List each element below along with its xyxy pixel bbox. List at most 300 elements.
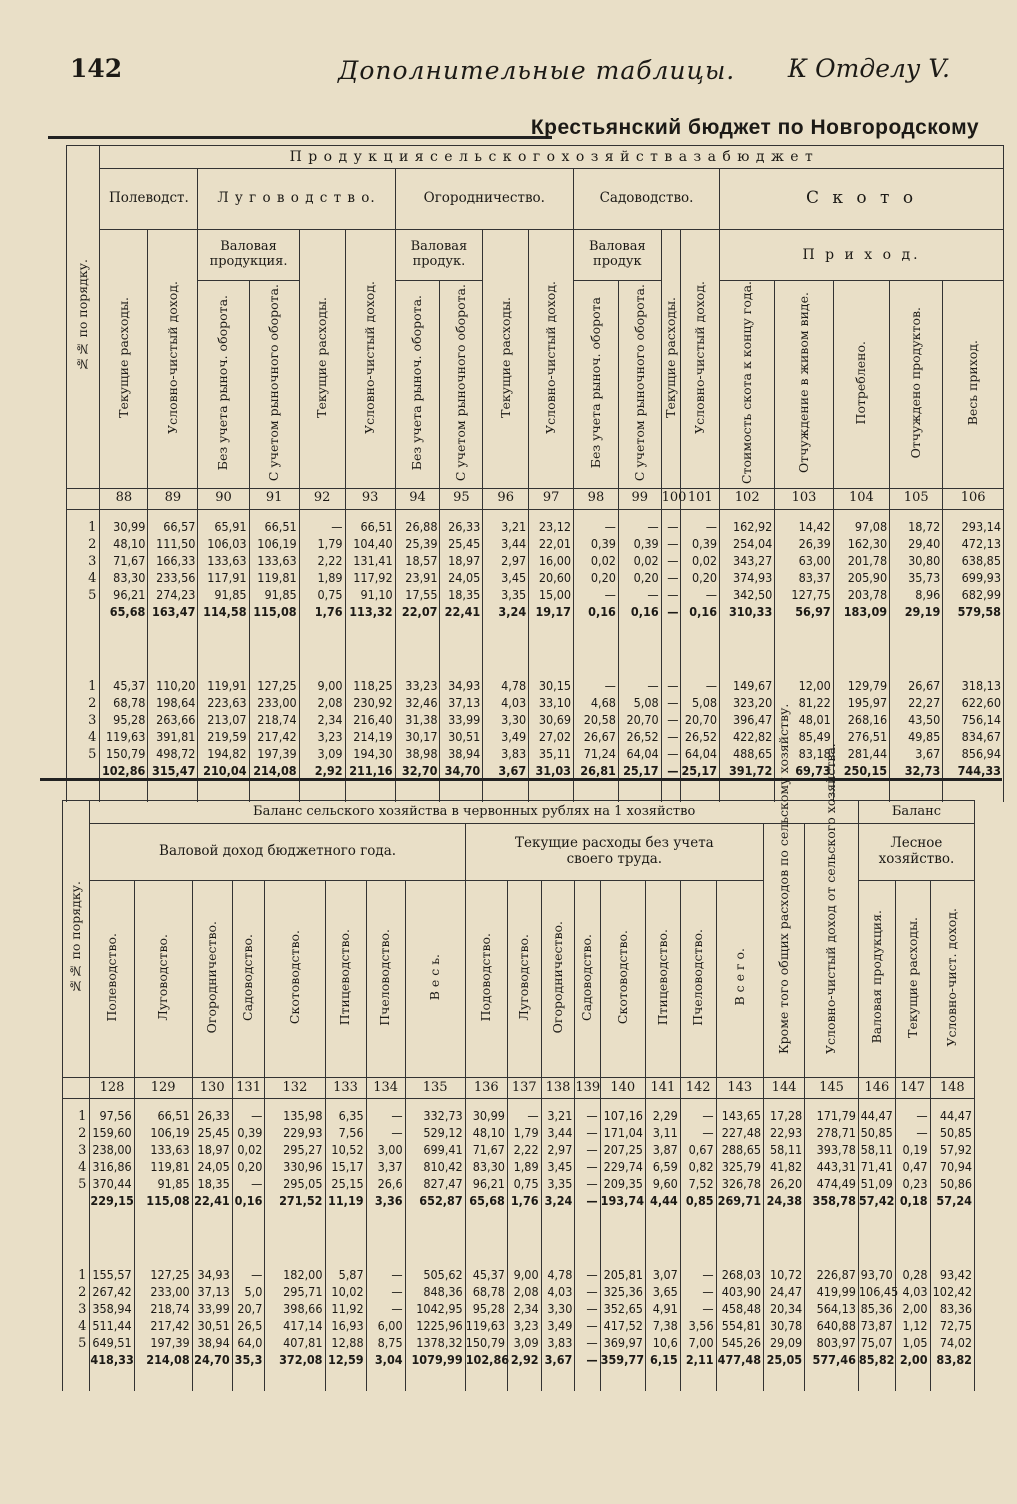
data-cell: 91,85 bbox=[249, 588, 299, 605]
data-cell: 166,33 bbox=[148, 554, 198, 571]
data-cell: 810,42 bbox=[405, 1160, 465, 1177]
data-cell: 649,51 bbox=[90, 1336, 134, 1353]
data-cell: 66,51 bbox=[249, 520, 299, 537]
row-number: 2 bbox=[67, 537, 100, 554]
data-cell: 29,09 bbox=[764, 1336, 805, 1353]
data-cell: — bbox=[574, 520, 619, 537]
table-row bbox=[63, 1268, 975, 1285]
data-cell: 209,35 bbox=[600, 1177, 645, 1194]
row-number-header: №№ по порядку. bbox=[68, 880, 84, 994]
column-number: 99 bbox=[618, 488, 661, 509]
data-cell: 3,23 bbox=[299, 730, 345, 747]
data-cell: 106,19 bbox=[134, 1126, 192, 1143]
data-cell: 0,19 bbox=[895, 1143, 930, 1160]
data-cell: 3,65 bbox=[645, 1285, 680, 1302]
row-number: 2 bbox=[67, 696, 100, 713]
data-cell: 66,57 bbox=[148, 520, 198, 537]
total-cell: 310,33 bbox=[720, 605, 775, 635]
column-number: 91 bbox=[249, 488, 299, 509]
row-number: 1 bbox=[63, 1109, 90, 1126]
data-cell: 48,10 bbox=[100, 537, 148, 554]
data-cell: 529,12 bbox=[405, 1126, 465, 1143]
spacer-cell bbox=[507, 1224, 541, 1268]
spacer-cell bbox=[405, 1224, 465, 1268]
data-cell: 1378,32 bbox=[405, 1336, 465, 1353]
data-cell: 111,50 bbox=[148, 537, 198, 554]
data-cell: — bbox=[232, 1177, 265, 1194]
data-cell: 171,79 bbox=[805, 1109, 859, 1126]
total-cell: 3,24 bbox=[541, 1194, 575, 1224]
data-cell: 325,79 bbox=[716, 1160, 763, 1177]
column-header bbox=[148, 230, 198, 489]
total-cell: 35,3 bbox=[232, 1353, 265, 1383]
data-cell: 0,67 bbox=[680, 1143, 716, 1160]
data-cell: 64,04 bbox=[681, 747, 720, 764]
data-cell: 11,92 bbox=[325, 1302, 366, 1319]
data-cell: 0,39 bbox=[232, 1126, 265, 1143]
data-cell: 3,44 bbox=[483, 537, 529, 554]
data-cell: 0,20 bbox=[232, 1160, 265, 1177]
data-cell: 1,79 bbox=[299, 537, 345, 554]
total-cell: 0,16 bbox=[574, 605, 619, 635]
column-header bbox=[100, 230, 148, 489]
data-cell: 49,85 bbox=[890, 730, 943, 747]
row-number-header-cell bbox=[63, 801, 90, 1078]
data-cell: 5,0 bbox=[232, 1285, 265, 1302]
column-number: 95 bbox=[440, 488, 483, 509]
data-cell: 133,63 bbox=[198, 554, 249, 571]
table-row bbox=[67, 554, 1004, 571]
page-header bbox=[70, 50, 950, 90]
table-row bbox=[63, 1160, 975, 1177]
column-header-label: Птицеводство. bbox=[337, 929, 353, 1026]
column-number: 137 bbox=[507, 1078, 541, 1099]
data-cell: 30,15 bbox=[529, 679, 574, 696]
column-header-label: Кроме того общих расходов по сельскому хозяйству. bbox=[775, 703, 791, 1054]
data-cell: 15,17 bbox=[325, 1160, 366, 1177]
data-cell: 162,30 bbox=[833, 537, 889, 554]
column-header-label: Скотоводство. bbox=[286, 930, 302, 1025]
column-header bbox=[440, 281, 483, 489]
gross-income-header: Валовой доход бюджетного года. bbox=[90, 824, 465, 881]
spacer-cell bbox=[63, 1099, 90, 1110]
data-cell: 213,07 bbox=[198, 713, 249, 730]
data-cell: 3,45 bbox=[483, 571, 529, 588]
data-cell: 85,49 bbox=[775, 730, 833, 747]
table-row bbox=[67, 713, 1004, 730]
data-cell: 554,81 bbox=[716, 1319, 763, 1336]
data-cell: — bbox=[681, 588, 720, 605]
data-cell: 22,93 bbox=[764, 1126, 805, 1143]
data-cell: 323,20 bbox=[720, 696, 775, 713]
data-cell: 72,75 bbox=[930, 1319, 974, 1336]
data-cell: 230,92 bbox=[345, 696, 395, 713]
column-header-label: Потреблено. bbox=[853, 340, 869, 425]
total-cell: 2,92 bbox=[507, 1353, 541, 1383]
data-cell: 3,67 bbox=[890, 747, 943, 764]
row-number: 5 bbox=[67, 588, 100, 605]
data-cell: 398,66 bbox=[265, 1302, 325, 1319]
data-cell: 33,99 bbox=[440, 713, 483, 730]
spacer-cell bbox=[720, 635, 775, 679]
column-header-label: Луговодство. bbox=[154, 933, 170, 1021]
spacer-cell bbox=[600, 1383, 645, 1391]
total-cell: 12,59 bbox=[325, 1353, 366, 1383]
total-cell: 211,16 bbox=[345, 764, 395, 794]
spacer-cell bbox=[541, 1224, 575, 1268]
data-cell: 0,20 bbox=[574, 571, 619, 588]
data-cell: 288,65 bbox=[716, 1143, 763, 1160]
data-cell: 95,28 bbox=[465, 1302, 507, 1319]
column-number: 106 bbox=[943, 488, 1004, 509]
data-cell: 50,85 bbox=[930, 1126, 974, 1143]
data-cell: 268,16 bbox=[833, 713, 889, 730]
data-cell: 803,97 bbox=[805, 1336, 859, 1353]
spacer-cell bbox=[232, 1383, 265, 1391]
data-cell: 83,36 bbox=[930, 1302, 974, 1319]
field-section-header: Полеводст. bbox=[100, 169, 198, 230]
column-header bbox=[249, 281, 299, 489]
column-number: 131 bbox=[232, 1078, 265, 1099]
data-cell: 756,14 bbox=[943, 713, 1004, 730]
data-cell: 3,44 bbox=[541, 1126, 575, 1143]
data-cell: 229,74 bbox=[600, 1160, 645, 1177]
total-cell: 3,67 bbox=[483, 764, 529, 794]
data-cell: 66,51 bbox=[134, 1109, 192, 1126]
production-group-title: П р о д у к ц и я с е л ь с к о г о х о з я й с т в а з а б ю д ж е т bbox=[100, 146, 1004, 169]
data-cell: 182,00 bbox=[265, 1268, 325, 1285]
row-number: 3 bbox=[67, 554, 100, 571]
data-cell: 1,12 bbox=[895, 1319, 930, 1336]
data-cell: 14,42 bbox=[775, 520, 833, 537]
data-cell: 34,93 bbox=[440, 679, 483, 696]
total-cell: 4,44 bbox=[645, 1194, 680, 1224]
column-number: 134 bbox=[366, 1078, 405, 1099]
table-row bbox=[67, 571, 1004, 588]
data-cell: 44,47 bbox=[858, 1109, 895, 1126]
spacer-cell bbox=[680, 1224, 716, 1268]
data-cell: 498,72 bbox=[148, 747, 198, 764]
spacer-cell bbox=[366, 1224, 405, 1268]
total-cell: 2,92 bbox=[299, 764, 345, 794]
data-cell: 12,00 bbox=[775, 679, 833, 696]
column-header bbox=[134, 881, 192, 1078]
data-cell: 2,97 bbox=[483, 554, 529, 571]
spacer-cell bbox=[681, 635, 720, 679]
column-header bbox=[600, 881, 645, 1078]
data-cell: 17,28 bbox=[764, 1109, 805, 1126]
data-cell: 3,45 bbox=[541, 1160, 575, 1177]
total-cell: 1,76 bbox=[507, 1194, 541, 1224]
total-cell: 31,03 bbox=[529, 764, 574, 794]
spacer-cell bbox=[249, 635, 299, 679]
spacer-cell bbox=[507, 1383, 541, 1391]
column-header-label: Отчуждение в живом виде. bbox=[795, 292, 811, 473]
data-cell: 219,59 bbox=[198, 730, 249, 747]
column-header bbox=[299, 230, 345, 489]
total-cell: 744,33 bbox=[943, 764, 1004, 794]
spacer-cell bbox=[325, 1224, 366, 1268]
data-cell: 133,63 bbox=[134, 1143, 192, 1160]
data-cell: 37,13 bbox=[192, 1285, 232, 1302]
spacer-cell bbox=[465, 1224, 507, 1268]
spacer-cell bbox=[618, 635, 661, 679]
data-cell: 238,00 bbox=[90, 1143, 134, 1160]
data-cell: 0,47 bbox=[895, 1160, 930, 1177]
data-cell: 0,20 bbox=[618, 571, 661, 588]
data-cell: 129,79 bbox=[833, 679, 889, 696]
column-header-label: Текущие расходы. bbox=[115, 296, 131, 418]
data-cell: 117,92 bbox=[345, 571, 395, 588]
data-cell: 9,00 bbox=[507, 1268, 541, 1285]
data-cell: 38,98 bbox=[395, 747, 440, 764]
column-header bbox=[775, 281, 833, 489]
data-cell: 2,00 bbox=[895, 1302, 930, 1319]
data-cell: — bbox=[680, 1285, 716, 1302]
data-cell: 118,25 bbox=[345, 679, 395, 696]
data-cell: 564,13 bbox=[805, 1302, 859, 1319]
data-cell: — bbox=[661, 696, 681, 713]
column-header-label: Текущие расходы. bbox=[904, 916, 920, 1038]
spacer-row bbox=[63, 1224, 975, 1268]
table-row bbox=[67, 588, 1004, 605]
data-cell: 0,39 bbox=[574, 537, 619, 554]
data-cell: 1,79 bbox=[507, 1126, 541, 1143]
data-cell: 217,42 bbox=[134, 1319, 192, 1336]
data-cell: 31,38 bbox=[395, 713, 440, 730]
data-cell: 63,00 bbox=[775, 554, 833, 571]
data-cell: 7,56 bbox=[325, 1126, 366, 1143]
column-number: 89 bbox=[148, 488, 198, 509]
data-cell: 396,47 bbox=[720, 713, 775, 730]
column-header-label: В е с ь. bbox=[426, 954, 442, 1001]
total-cell: 24,38 bbox=[764, 1194, 805, 1224]
data-cell: 370,44 bbox=[90, 1177, 134, 1194]
data-cell: 4,03 bbox=[483, 696, 529, 713]
total-cell: 57,42 bbox=[858, 1194, 895, 1224]
spacer-row bbox=[67, 635, 1004, 679]
spacer-cell bbox=[764, 1383, 805, 1391]
total-cell: 372,08 bbox=[265, 1353, 325, 1383]
data-cell: 26,52 bbox=[681, 730, 720, 747]
column-header-label: Отчуждено продуктов. bbox=[908, 306, 924, 459]
data-cell: — bbox=[661, 571, 681, 588]
data-cell: 3,00 bbox=[366, 1143, 405, 1160]
data-cell: 214,19 bbox=[345, 730, 395, 747]
total-cell: — bbox=[661, 605, 681, 635]
data-cell: 117,91 bbox=[198, 571, 249, 588]
data-cell: 203,78 bbox=[833, 588, 889, 605]
column-number: 140 bbox=[600, 1078, 645, 1099]
total-cell: 577,46 bbox=[805, 1353, 859, 1383]
column-header-label: Текущие расходы. bbox=[662, 296, 678, 418]
column-header-label: Без учета рыноч. оборота. bbox=[409, 294, 425, 471]
data-cell: 217,42 bbox=[249, 730, 299, 747]
row-number: 5 bbox=[63, 1177, 90, 1194]
column-header bbox=[661, 230, 681, 489]
data-cell: 171,04 bbox=[600, 1126, 645, 1143]
spacer-cell bbox=[345, 635, 395, 679]
total-row bbox=[67, 605, 1004, 635]
data-cell: 332,73 bbox=[405, 1109, 465, 1126]
data-cell: 10,52 bbox=[325, 1143, 366, 1160]
data-cell: — bbox=[575, 1143, 600, 1160]
spacer-cell bbox=[645, 1383, 680, 1391]
data-cell: 127,75 bbox=[775, 588, 833, 605]
data-cell: 3,56 bbox=[680, 1319, 716, 1336]
data-cell: 3,21 bbox=[483, 520, 529, 537]
orchard-section-header: Садоводство. bbox=[574, 169, 720, 230]
column-number-row bbox=[67, 488, 1004, 509]
data-cell: 27,02 bbox=[529, 730, 574, 747]
row-number: 1 bbox=[63, 1268, 90, 1285]
spacer-cell bbox=[764, 1224, 805, 1268]
data-cell: 218,74 bbox=[249, 713, 299, 730]
data-cell: — bbox=[661, 554, 681, 571]
data-cell: 3,09 bbox=[507, 1336, 541, 1353]
data-cell: — bbox=[575, 1336, 600, 1353]
data-cell: 24,05 bbox=[440, 571, 483, 588]
spacer-cell bbox=[930, 1224, 974, 1268]
data-cell: 638,85 bbox=[943, 554, 1004, 571]
data-cell: 155,57 bbox=[90, 1268, 134, 1285]
data-cell: — bbox=[681, 520, 720, 537]
data-cell: 4,03 bbox=[895, 1285, 930, 1302]
column-number: 97 bbox=[529, 488, 574, 509]
total-label-cell bbox=[63, 1353, 90, 1383]
data-cell: 159,60 bbox=[90, 1126, 134, 1143]
data-cell: 4,68 bbox=[574, 696, 619, 713]
data-cell: 295,27 bbox=[265, 1143, 325, 1160]
data-cell: 150,79 bbox=[100, 747, 148, 764]
spacer-cell bbox=[529, 635, 574, 679]
column-header bbox=[618, 281, 661, 489]
data-cell: — bbox=[575, 1126, 600, 1143]
total-cell: 0,16 bbox=[618, 605, 661, 635]
data-cell: — bbox=[574, 679, 619, 696]
total-row bbox=[63, 1194, 975, 1224]
data-cell: 263,66 bbox=[148, 713, 198, 730]
data-cell: 8,75 bbox=[366, 1336, 405, 1353]
garden-section-header: Огородничество. bbox=[395, 169, 573, 230]
spacer-cell bbox=[67, 635, 100, 679]
data-cell: 30,51 bbox=[192, 1319, 232, 1336]
total-cell: 25,17 bbox=[618, 764, 661, 794]
column-number: 142 bbox=[680, 1078, 716, 1099]
total-cell: 214,08 bbox=[134, 1353, 192, 1383]
column-number: 94 bbox=[395, 488, 440, 509]
total-cell: 183,09 bbox=[833, 605, 889, 635]
total-cell: 85,82 bbox=[858, 1353, 895, 1383]
column-header-label: Полеводство. bbox=[103, 932, 119, 1022]
data-cell: 0,28 bbox=[895, 1268, 930, 1285]
column-header-label: С учетом рыночного оборота. bbox=[265, 283, 281, 482]
row-number: 2 bbox=[63, 1126, 90, 1143]
column-header-label: Условно-чистый доход. bbox=[164, 280, 180, 434]
data-cell: 18,35 bbox=[440, 588, 483, 605]
total-cell: 115,08 bbox=[249, 605, 299, 635]
data-cell: 3,37 bbox=[366, 1160, 405, 1177]
row-number: 5 bbox=[63, 1336, 90, 1353]
column-number-row bbox=[63, 1078, 975, 1099]
total-cell: 29,19 bbox=[890, 605, 943, 635]
data-cell: 119,81 bbox=[249, 571, 299, 588]
column-header bbox=[529, 230, 574, 489]
data-cell: — bbox=[661, 588, 681, 605]
column-number: 92 bbox=[299, 488, 345, 509]
column-header-label: С учетом рыночного оборота. bbox=[453, 283, 469, 482]
column-header bbox=[574, 281, 619, 489]
data-cell: 71,24 bbox=[574, 747, 619, 764]
data-cell: 195,97 bbox=[833, 696, 889, 713]
spacer-cell bbox=[716, 1383, 763, 1391]
column-header-label: Птицеводство. bbox=[654, 929, 670, 1026]
data-cell: 71,67 bbox=[465, 1143, 507, 1160]
column-header bbox=[405, 881, 465, 1078]
title-rule bbox=[48, 136, 552, 139]
data-cell: — bbox=[895, 1109, 930, 1126]
data-cell: 20,7 bbox=[232, 1302, 265, 1319]
data-cell: 0,02 bbox=[574, 554, 619, 571]
spacer-cell bbox=[134, 1383, 192, 1391]
column-header-label: Условно-чистый доход. bbox=[361, 280, 377, 434]
data-cell: 274,23 bbox=[148, 588, 198, 605]
data-cell: 233,56 bbox=[148, 571, 198, 588]
data-cell: 316,86 bbox=[90, 1160, 134, 1177]
column-number: 144 bbox=[764, 1078, 805, 1099]
data-cell: 417,14 bbox=[265, 1319, 325, 1336]
data-cell: 699,41 bbox=[405, 1143, 465, 1160]
blank-cell bbox=[67, 488, 100, 509]
data-cell: 10,72 bbox=[764, 1268, 805, 1285]
data-cell: 48,10 bbox=[465, 1126, 507, 1143]
data-cell: 119,63 bbox=[100, 730, 148, 747]
data-cell: 2,08 bbox=[507, 1285, 541, 1302]
spacer-cell bbox=[192, 1224, 232, 1268]
data-cell: 68,78 bbox=[465, 1285, 507, 1302]
data-cell: 26,20 bbox=[764, 1177, 805, 1194]
data-cell: 150,79 bbox=[465, 1336, 507, 1353]
total-cell: 69,73 bbox=[775, 764, 833, 794]
data-cell: 197,39 bbox=[134, 1336, 192, 1353]
row-number: 2 bbox=[63, 1285, 90, 1302]
total-cell: 163,47 bbox=[148, 605, 198, 635]
data-cell: 1042,95 bbox=[405, 1302, 465, 1319]
forest-header: Лесное хозяйство. bbox=[858, 824, 974, 881]
column-header bbox=[483, 230, 529, 489]
data-cell: 22,01 bbox=[529, 537, 574, 554]
total-cell: 358,78 bbox=[805, 1194, 859, 1224]
table-row bbox=[67, 747, 1004, 764]
data-cell: 848,36 bbox=[405, 1285, 465, 1302]
column-number: 101 bbox=[681, 488, 720, 509]
data-cell: 4,91 bbox=[645, 1302, 680, 1319]
data-cell: 74,02 bbox=[930, 1336, 974, 1353]
data-cell: 107,16 bbox=[600, 1109, 645, 1126]
data-cell: 474,49 bbox=[805, 1177, 859, 1194]
data-cell: 93,42 bbox=[930, 1268, 974, 1285]
table-row bbox=[67, 730, 1004, 747]
data-cell: 342,50 bbox=[720, 588, 775, 605]
data-cell: — bbox=[574, 588, 619, 605]
data-cell: 2,34 bbox=[507, 1302, 541, 1319]
total-cell: 0,16 bbox=[681, 605, 720, 635]
total-cell: 65,68 bbox=[100, 605, 148, 635]
spacer-cell bbox=[943, 635, 1004, 679]
data-cell: 71,41 bbox=[858, 1160, 895, 1177]
row-number: 4 bbox=[63, 1319, 90, 1336]
spacer-cell bbox=[265, 1383, 325, 1391]
